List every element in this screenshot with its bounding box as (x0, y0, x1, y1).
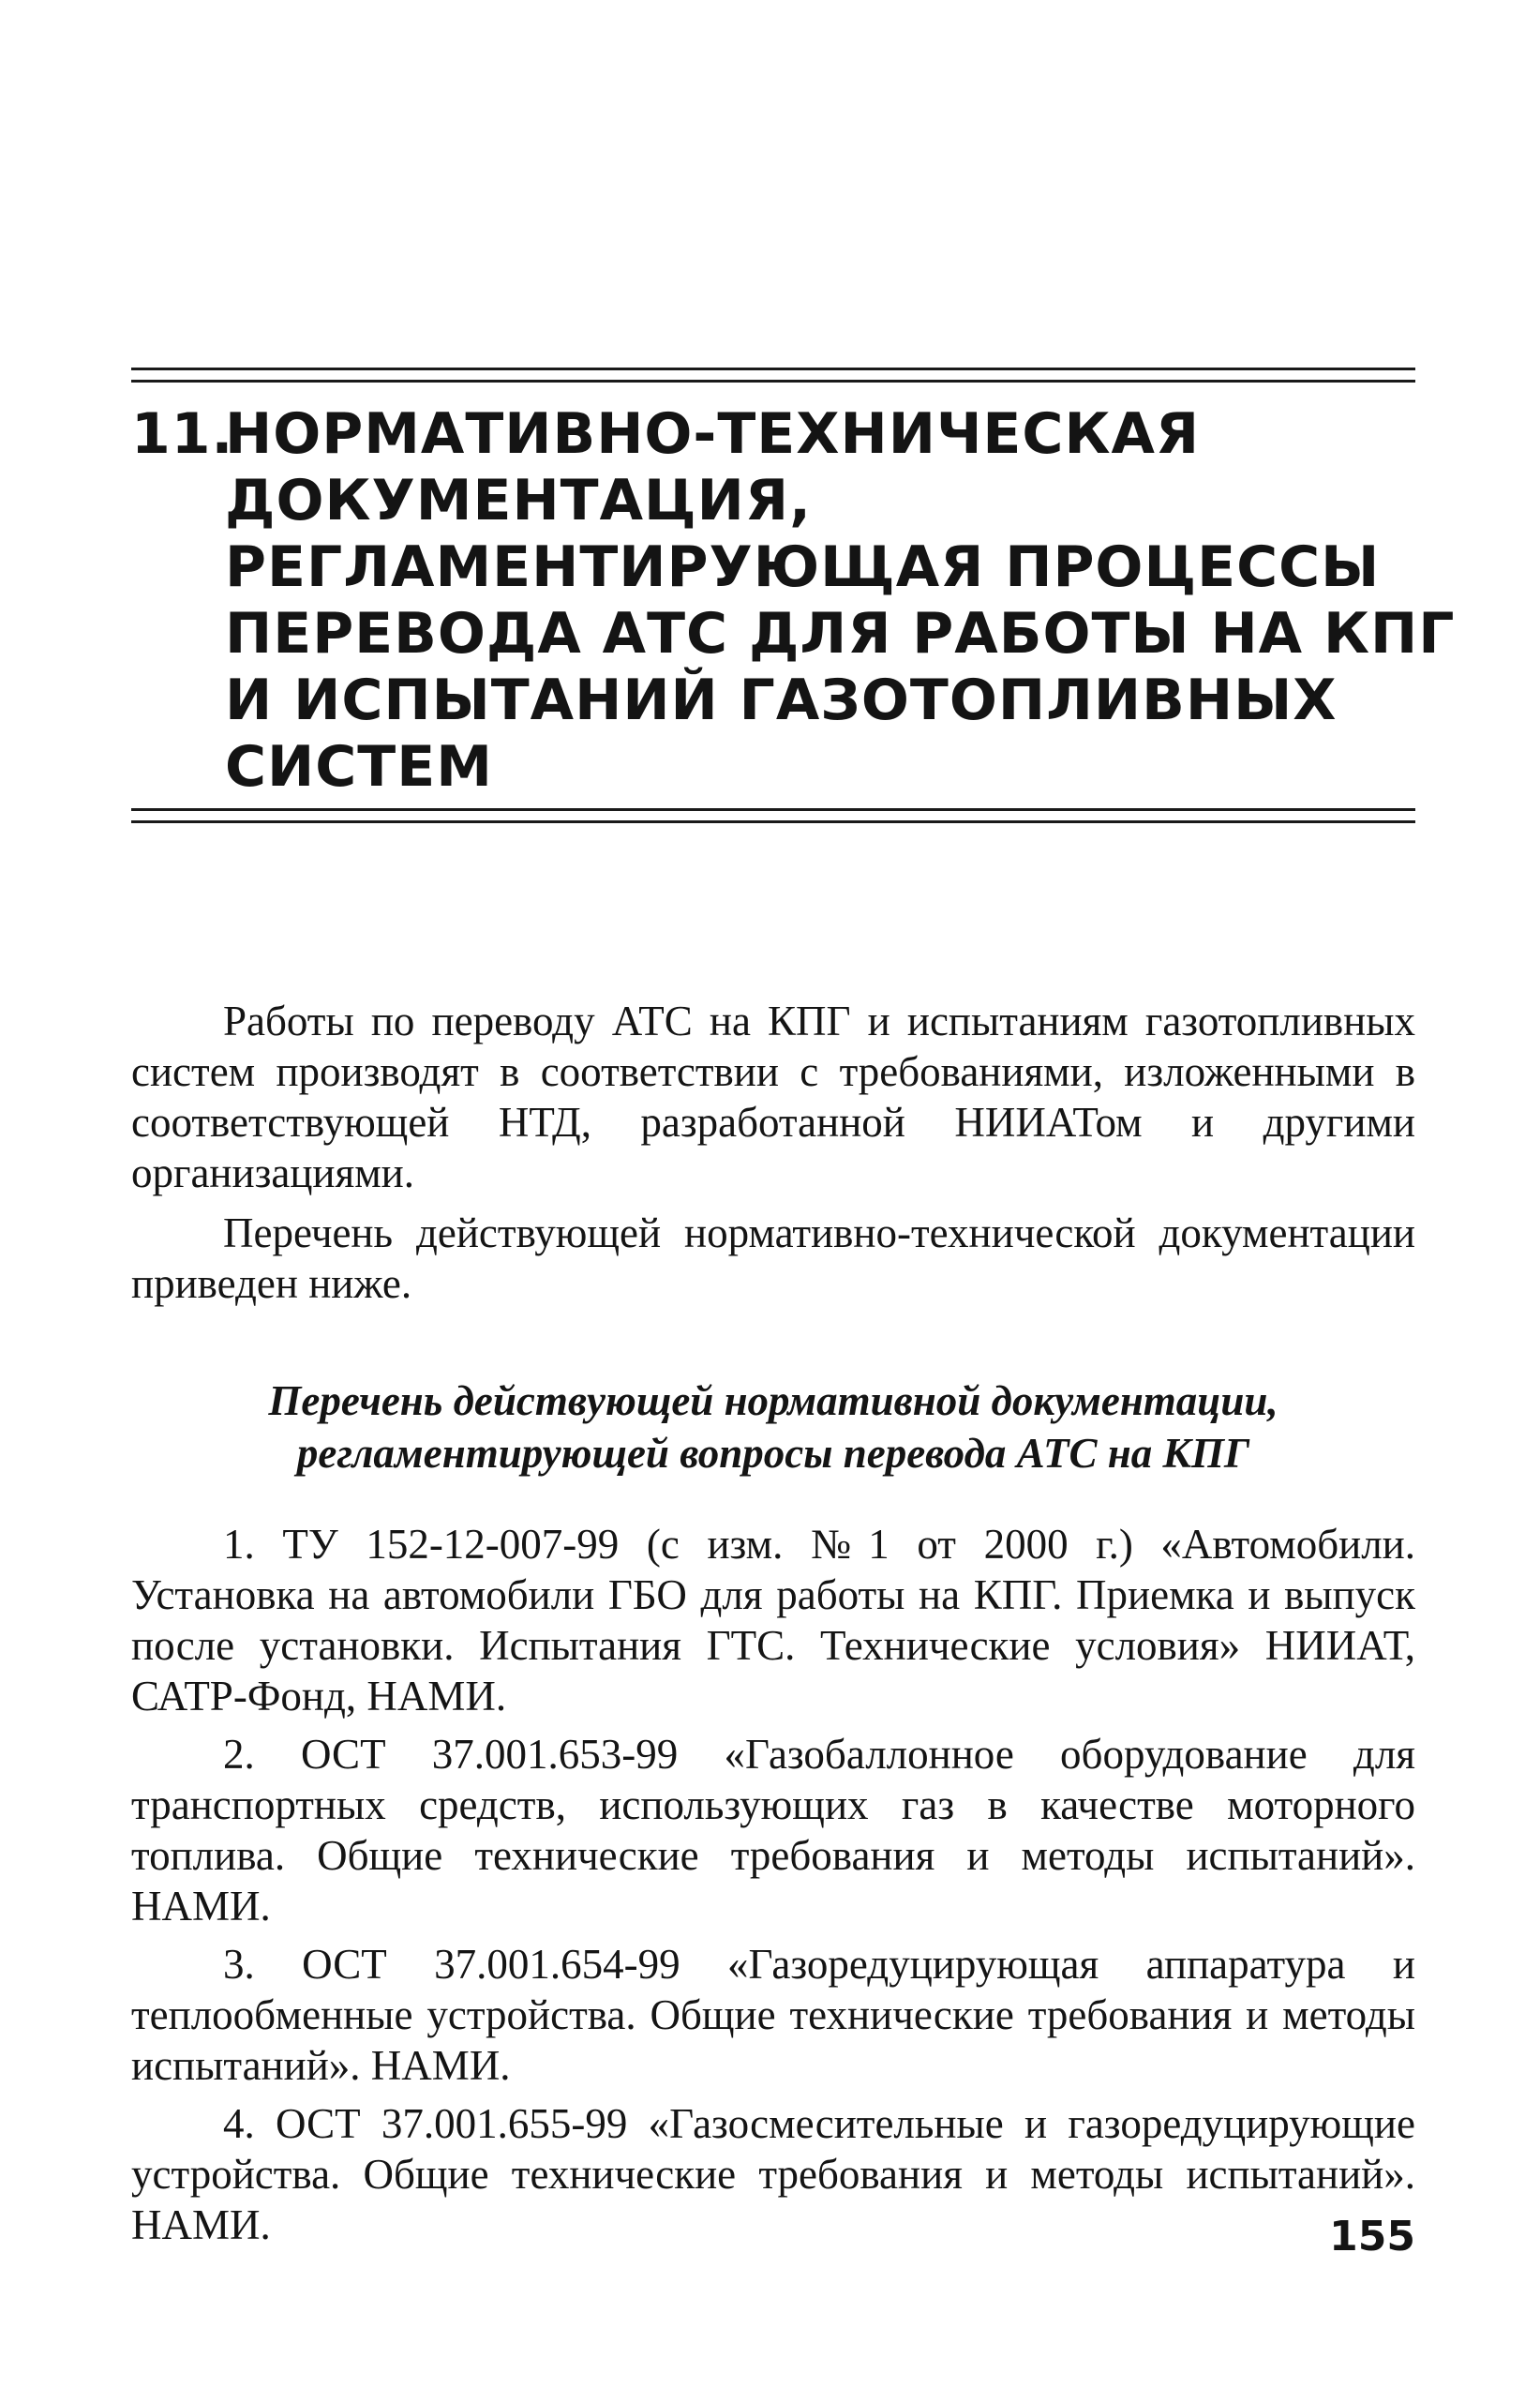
top-double-rule (131, 368, 1415, 383)
chapter-title-line-3: РЕГЛАМЕНТИРУЮЩАЯ ПРОЦЕССЫ (225, 534, 1381, 600)
chapter-title-line-6: СИСТЕМ (225, 734, 493, 800)
bottom-double-rule (131, 808, 1415, 823)
rule-line (131, 820, 1415, 823)
section-heading (131, 1374, 1415, 1479)
page-number: 155 (1329, 2213, 1415, 2260)
document-list-item: 4. ОСТ 37.001.655-99 «Газосмесительные и газоредуцирующие устройства. Общие технические требования и методы испытаний». НАМИ. (131, 2100, 1415, 2248)
document-list (131, 1519, 1415, 2258)
document-list-item: 2. ОСТ 37.001.653-99 «Газобаллонное оборудование для транспортных средств, использующих газ в качестве моторного топлива. Общие технические требования и методы испытаний». НАМИ. (131, 1731, 1415, 1930)
intro-paragraph: Работы по переводу АТС на КПГ и испытаниям газотопливных систем производят в соответствии с требованиями, изложенными в соответствующей НТД, разработанной НИИАТом и другими организациями. (131, 998, 1415, 1196)
chapter-title (131, 401, 1456, 801)
intro-paragraph: Перечень действующей нормативно-технической документации приведен ниже. (131, 1209, 1415, 1307)
section-heading-line: регламентирующей вопросы перевода АТС на КПГ (296, 1430, 1250, 1477)
document-list-item: 3. ОСТ 37.001.654-99 «Газоредуцирующая аппаратура и теплообменные устройства. Общие технические требования и методы испытаний». НАМИ. (131, 1941, 1415, 2089)
section-heading-line: Перечень действующей нормативной документации, (268, 1377, 1278, 1424)
chapter-title-line-1: 11.НОРМАТИВНО-ТЕХНИЧЕСКАЯ (131, 401, 1201, 467)
chapter-title-line-4: ПЕРЕВОДА АТС ДЛЯ РАБОТЫ НА КПГ (225, 601, 1456, 667)
rule-line (131, 380, 1415, 383)
chapter-title-line-2: ДОКУМЕНТАЦИЯ, (225, 468, 812, 533)
chapter-title-line-5: И ИСПЫТАНИЙ ГАЗОТОПЛИВНЫХ (225, 668, 1338, 733)
document-list-item: 1. ТУ 152-12-007-99 (с изм. №1 от 2000 г.) «Автомобили. Установка на автомобили ГБО для работы на КПГ. Приемка и выпуск после установки. Испытания ГТС. Технические условия» НИИАТ, САТР-Фонд, НАМИ. (131, 1521, 1415, 1720)
chapter-number: 11. (131, 401, 234, 467)
intro-text (131, 996, 1415, 1318)
